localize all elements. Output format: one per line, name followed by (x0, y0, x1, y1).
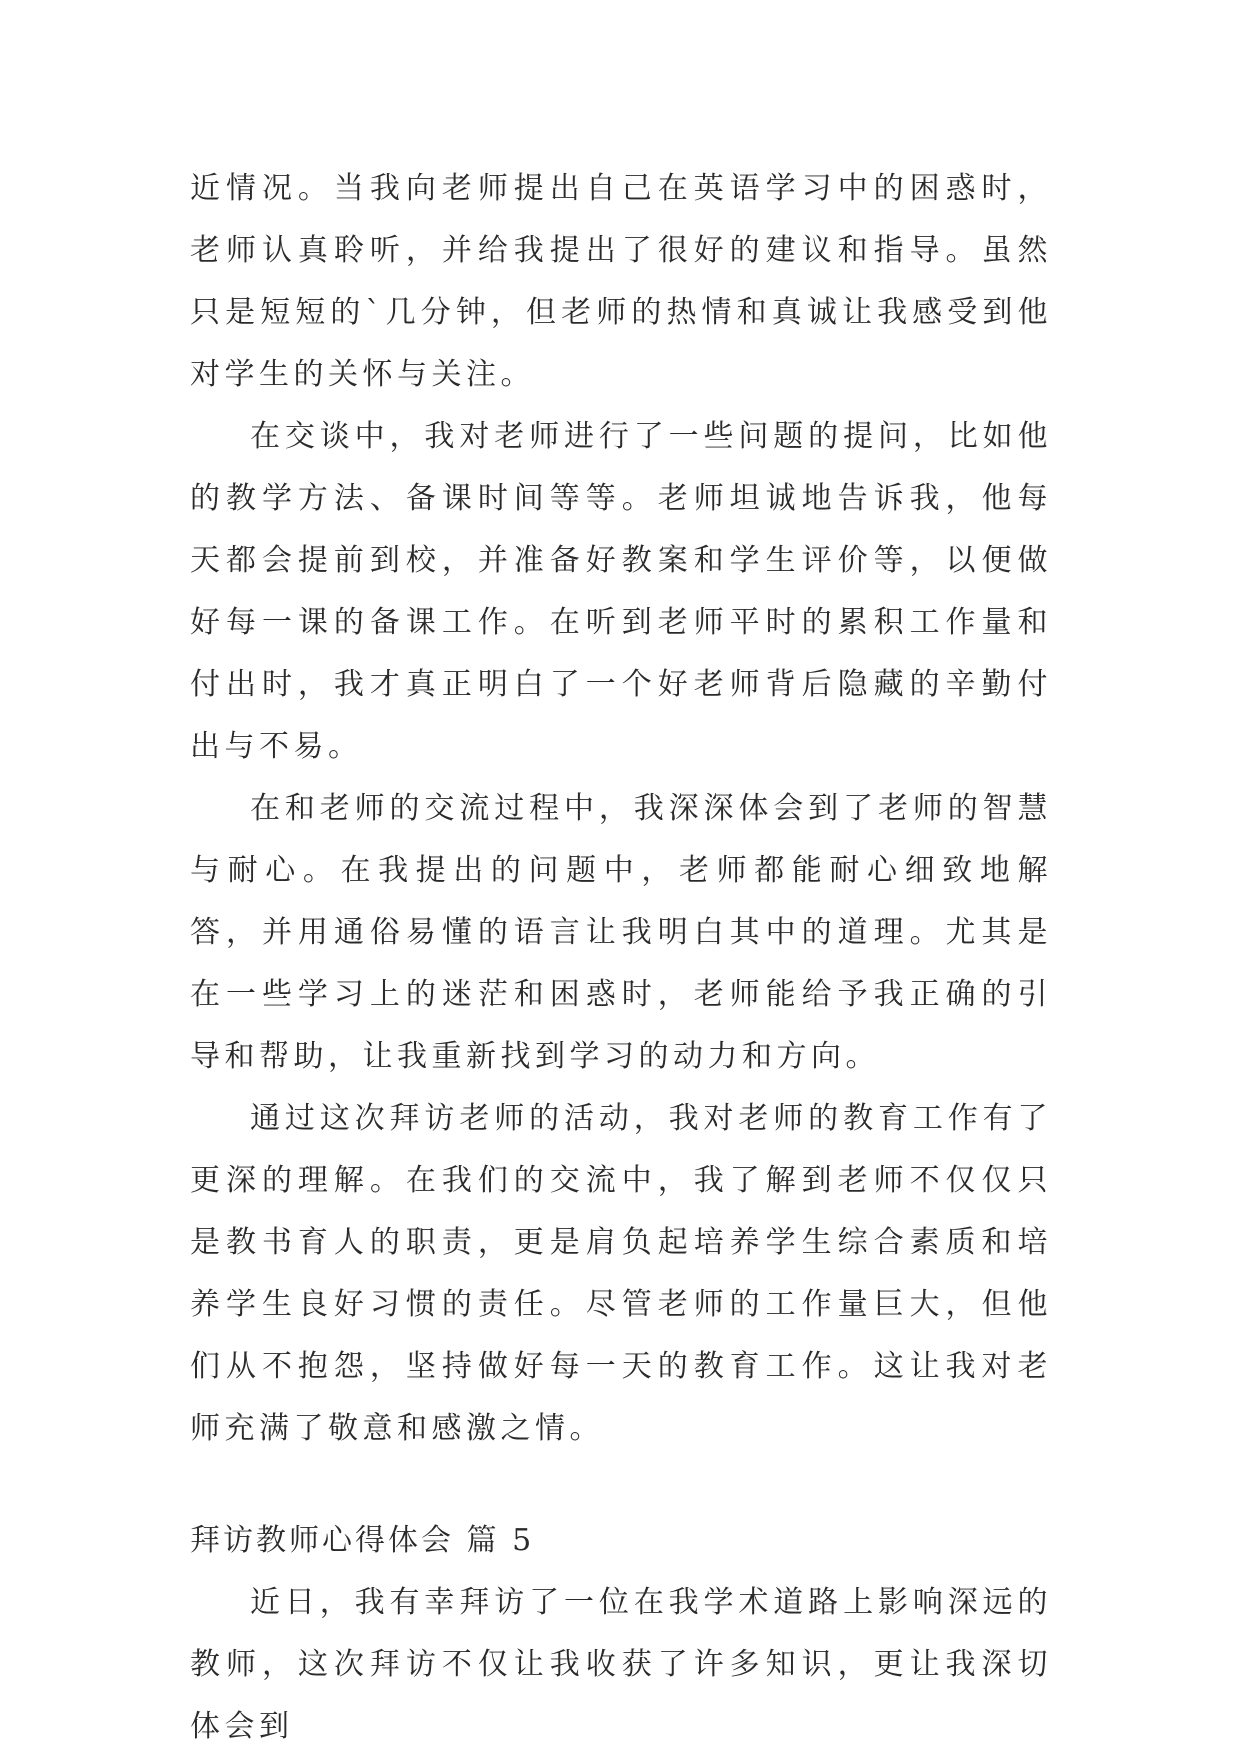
section-heading: 拜访教师心得体会 篇 5 (190, 1523, 535, 1558)
paragraph-5: 近日，我有幸拜访了一位在我学术道路上影响深远的教师，这次拜访不仅让我收获了许多知识，更让我深切体会到 (190, 1585, 1052, 1744)
paragraph-1: 近情况。当我向老师提出自己在英语学习中的困惑时，老师认真聆听，并给我提出了很好的建议和指导。虽然只是短短的`几分钟，但老师的热情和真诚让我感受到他对学生的关怀与关注。 (190, 171, 1052, 392)
document-body (190, 158, 1052, 1758)
paragraph-3: 在和老师的交流过程中，我深深体会到了老师的智慧与耐心。在我提出的问题中，老师都能耐心细致地解答，并用通俗易懂的语言让我明白其中的道理。尤其是在一些学习上的迷茫和困惑时，老师能给予我正确的引导和帮助，让我重新找到学习的动力和方向。 (190, 791, 1052, 1074)
paragraph-2: 在交谈中，我对老师进行了一些问题的提问，比如他的教学方法、备课时间等等。老师坦诚地告诉我，他每天都会提前到校，并准备好教案和学生评价等，以便做好每一课的备课工作。在听到老师平时的累积工作量和付出时，我才真正明白了一个好老师背后隐藏的辛勤付出与不易。 (190, 419, 1052, 764)
paragraph-4: 通过这次拜访老师的活动，我对老师的教育工作有了更深的理解。在我们的交流中，我了解到老师不仅仅只是教书育人的职责，更是肩负起培养学生综合素质和培养学生良好习惯的责任。尽管老师的工作量巨大，但他们从不抱怨，坚持做好每一天的教育工作。这让我对老师充满了敬意和感激之情。 (190, 1101, 1052, 1446)
